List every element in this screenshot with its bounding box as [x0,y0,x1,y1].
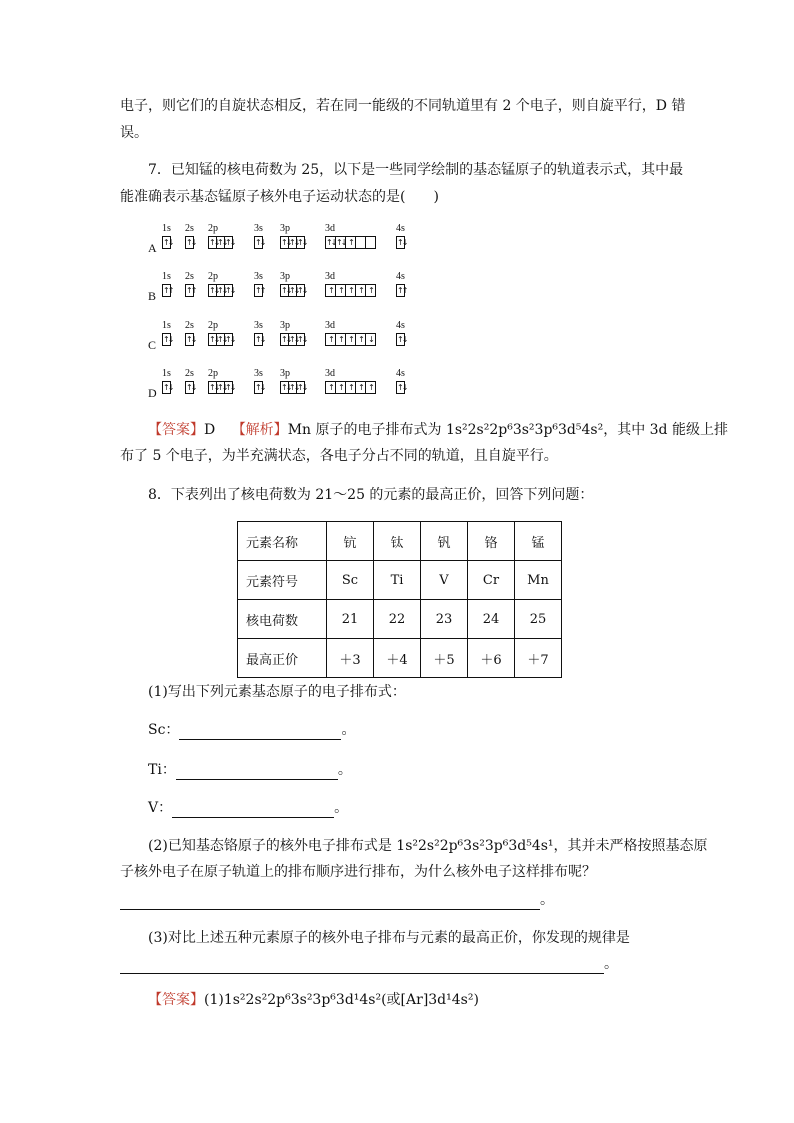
analysis-tag: 【解析】 [231,422,288,438]
table-cell: Mn [515,561,562,600]
v-answer-blank[interactable] [172,803,334,818]
table-cell: 21 [327,600,374,639]
ti-answer-row [148,760,352,780]
table-cell: 钪 [327,522,374,561]
sc-answer-blank[interactable] [179,725,341,740]
orbital-boxes [162,284,171,297]
orbital-box: ↑ [325,381,336,394]
orbital-box: ↑ [325,284,336,297]
ti-label: Ti： [148,762,176,778]
analysis-line-1: Mn 原子的电子排布式为 1s²2s²2p⁶3s²3p⁶3d⁵4s²，其中 3d 能级上排 [287,422,728,438]
orbital-boxes [185,381,194,394]
orbital-boxes [396,236,405,249]
table-cell: 22 [374,600,421,639]
orbital-box: ↑↓ [163,238,173,247]
orbital-boxes [208,333,233,346]
orbital-box: ↑ [345,333,356,346]
orbital-box: ↑↓ [255,238,265,247]
ti-answer-blank[interactable] [176,765,338,780]
q8-sub3-answer-row [120,954,618,974]
q7-stem-line-1: 7．已知锰的核电荷数为 25，以下是一些同学绘制的基态锰原子的轨道表示式，其中最 [148,162,684,178]
orbital-boxes [325,333,376,346]
option-label: B [148,289,157,303]
table-cell: Sc [327,561,374,600]
table-cell: ＋4 [374,639,421,678]
q8-sub1: (1)写出下列元素基态原子的电子排布式： [148,684,406,700]
end-mark: 。 [540,892,554,908]
orbital-boxes [396,381,405,394]
orbital-box: ↑ [335,381,346,394]
orbital-box: ↑↓ [209,383,219,392]
table-cell: Ti [374,561,421,600]
orbital-box: ↑↓ [255,383,265,392]
q7-stem-line-2: 能准确表示基态锰原子核外电子运动状态的是( ) [120,189,439,205]
orbital-box: ↑↓ [326,238,336,247]
orbital-box [365,236,376,249]
q8-sub2-line-1: (2)已知基态铬原子的核外电子排布式是 1s²2s²2p⁶3s²3p⁶3d⁵4s¹，其并未严格按照基态原 [148,838,708,854]
orbital-box: ↑↓ [397,335,407,344]
orbital-boxes [162,381,171,394]
orbital-box: ↑↓ [397,238,407,247]
table-cell: ＋3 [327,639,374,678]
table-cell: 锰 [515,522,562,561]
end-mark: 。 [604,956,618,972]
table-cell: Cr [468,561,515,600]
orbital-box: ↑↑ [397,286,407,295]
table-row [238,600,562,639]
v-answer-row [148,798,348,818]
orbital-boxes [254,236,263,249]
answer-tag: 【答案】 [148,422,204,438]
orbital-box: ↑ [365,381,376,394]
answer-value: (1)1s²2s²2p⁶3s²3p⁶3d¹4s²(或[Ar]3d¹4s²) [204,992,479,1008]
orbital-box: ↑ [325,333,336,346]
orbital-box: ↑↓ [225,383,235,392]
q8-sub3-line-1: (3)对比上述五种元素原子的核外电子排布与元素的最高正价，你发现的规律是 [148,930,630,946]
table-cell: ＋5 [421,639,468,678]
orbital-boxes [185,236,194,249]
orbital-option-b: B 1s ↑↑ 2s ↑↑ 2p ↑↓ ↑↓ ↑↓ 3s ↑↑ 3p ↑↓ ↑↓ ↑↓ 3d ↑ ↑ ↑ ↑ ↑ 4s ↑↑ [148,271,407,303]
orbital-box: ↑ [335,333,346,346]
orbital-box: ↑↓ [281,335,291,344]
table-cell: ＋7 [515,639,562,678]
table-row [238,522,562,561]
orbital-box: ↑ [355,284,366,297]
end-mark: 。 [334,800,349,816]
q8-sub2-line-2: 子核外电子在原子轨道上的排布顺序进行排布，为什么核外电子这样排布呢？ [120,864,596,880]
orbital-box: ↑↓ [186,335,196,344]
orbital-boxes [280,236,305,249]
orbital-option-d: D 1s ↑↓ 2s ↑↓ 2p ↑↓ ↑↓ ↑↓ 3s ↑↓ 3p ↑↓ ↑↓ ↑↓ 3d ↑ ↑ ↑ ↑ ↑ 4s ↑↓ [148,368,407,400]
table-cell: 25 [515,600,562,639]
orbital-boxes [254,284,263,297]
sc-answer-row [148,720,355,740]
table-cell: ＋6 [468,639,515,678]
answer-tag: 【答案】 [148,992,204,1008]
table-cell: 23 [421,600,468,639]
sc-label: Sc： [148,722,180,738]
orbital-box: ↑↑ [186,286,196,295]
orbital-boxes [396,284,405,297]
orbital-boxes [325,381,376,394]
option-label: C [148,338,157,352]
orbital-box: ↑↓ [209,238,219,247]
table-cell: V [421,561,468,600]
orbital-option-a: A 1s ↑↓ 2s ↑↓ 2p ↑↓ ↑↓ ↑↓ 3s ↑↓ 3p ↑↓ ↑↓ ↑↓ 3d ↑↓ ↑↓ ↑ 4s ↑↓ [148,223,407,255]
orbital-option-c: C 1s ↑↓ 2s ↑↓ 2p ↑↓ ↑↓ ↑↓ 3s ↑↓ 3p ↑↓ ↑↓ ↑↓ 3d ↑ ↑ ↑ ↑ ↓ 4s ↑↓ [148,320,407,352]
orbital-boxes [208,381,233,394]
table-row [238,561,562,600]
orbital-boxes [162,236,171,249]
orbital-box: ↑↑ [163,286,173,295]
orbital-box: ↑↓ [163,335,173,344]
intro-line-1: 电子，则它们的自旋状态相反，若在同一能级的不同轨道里有 2 个电子，则自旋平行，D 错 [120,98,686,114]
orbital-boxes [208,284,233,297]
option-label: A [148,241,157,255]
orbital-boxes [208,236,233,249]
orbital-box: ↑ [345,236,356,249]
orbital-boxes [325,236,376,249]
orbital-box: ↑↑ [255,286,265,295]
orbital-box: ↑↓ [163,383,173,392]
orbital-box: ↑↓ [281,238,291,247]
orbital-box: ↑↓ [281,383,291,392]
orbital-boxes [325,284,376,297]
intro-line-2: 误。 [120,125,148,141]
table-row [238,639,562,678]
orbital-box: ↑ [365,284,376,297]
orbital-box: ↑↓ [297,286,307,295]
end-mark: 。 [341,722,356,738]
orbital-box: ↑↓ [289,286,299,295]
orbital-box: ↑↓ [217,286,227,295]
orbital-boxes [280,381,305,394]
orbital-box: ↑↓ [289,238,299,247]
option-label: D [148,386,157,400]
orbital-box: ↑↓ [397,383,407,392]
table-cell: 铬 [468,522,515,561]
orbital-box: ↑↓ [217,238,227,247]
analysis-line-2: 布了 5 个电子，为半充满状态，各电子分占不同的轨道，且自旋平行。 [120,448,558,464]
answer-value: D [204,422,216,438]
orbital-box: ↑↓ [289,383,299,392]
orbital-box: ↑↓ [255,335,265,344]
orbital-box: ↑ [355,333,366,346]
q8-sub2-answer-row [120,890,554,910]
orbital-box: ↑↓ [297,383,307,392]
orbital-boxes [254,381,263,394]
sub2-answer-blank[interactable] [120,895,540,910]
orbital-boxes [185,284,194,297]
orbital-box: ↑ [345,381,356,394]
table-cell: 钛 [374,522,421,561]
orbital-box: ↑↓ [209,286,219,295]
orbital-boxes [396,333,405,346]
orbital-boxes [185,333,194,346]
row-header: 核电荷数 [238,600,327,639]
orbital-boxes [254,333,263,346]
orbital-box: ↑↓ [289,335,299,344]
orbital-box: ↓ [365,333,376,346]
q7-answer [148,420,728,440]
table-cell: 钒 [421,522,468,561]
table-cell: 24 [468,600,515,639]
q8-stem: 8．下表列出了核电荷数为 21～25 的元素的最高正价，回答下列问题： [148,487,594,503]
orbital-box: ↑↓ [217,383,227,392]
orbital-box: ↑↓ [225,335,235,344]
orbital-box: ↑↓ [186,383,196,392]
v-label: V： [148,800,173,816]
orbital-box: ↑↓ [297,335,307,344]
element-table [237,521,562,678]
end-mark: 。 [337,762,352,778]
orbital-box: ↑↓ [281,286,291,295]
orbital-boxes [280,333,305,346]
sub3-answer-blank[interactable] [120,959,604,974]
orbital-box: ↑↓ [297,238,307,247]
orbital-boxes [280,284,305,297]
orbital-box: ↑↓ [336,238,346,247]
orbital-box: ↑ [335,284,346,297]
orbital-box: ↑↓ [217,335,227,344]
orbital-box: ↑↓ [225,238,235,247]
orbital-box: ↑ [345,284,356,297]
row-header: 元素名称 [238,522,327,561]
row-header: 元素符号 [238,561,327,600]
orbital-box: ↑↓ [209,335,219,344]
row-header: 最高正价 [238,639,327,678]
orbital-box: ↑↓ [225,286,235,295]
orbital-box: ↑ [355,381,366,394]
q8-answer [148,990,479,1010]
orbital-boxes [162,333,171,346]
orbital-box: ↑↓ [186,238,196,247]
